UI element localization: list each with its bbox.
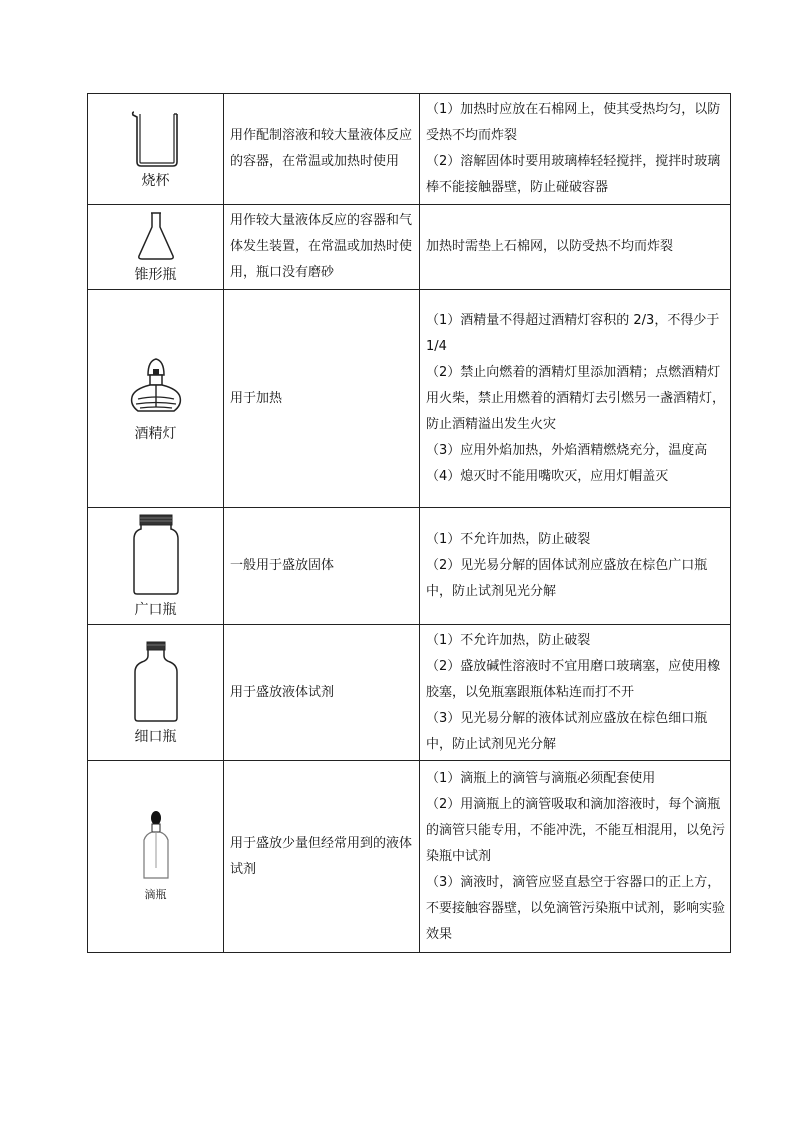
notes-cell [420,625,731,761]
notes-cell [420,290,731,508]
conical-flask-icon [136,210,176,262]
note-line: （2）盛放碱性溶液时不宜用磨口玻璃塞，应使用橡胶塞，以免瓶塞跟瓶体粘连而打不开 [426,658,721,700]
equipment-name: 烧杯 [141,173,170,189]
equipment-name: 酒精灯 [134,425,177,442]
alcohol-lamp-icon [126,355,186,421]
equipment-cell [88,94,224,205]
notes-cell [420,508,731,625]
table-row [88,290,731,508]
notes-cell [420,94,731,205]
equipment-cell [88,205,224,290]
note-line: （3）见光易分解的液体试剂应盛放在棕色细口瓶中，防止试剂见光分解 [426,710,708,752]
note-line: （2）禁止向燃着的酒精灯里添加酒精；点燃酒精灯用火柴，禁止用燃着的酒精灯去引燃另一盏酒精灯，防止酒精溢出发生火灾 [426,364,726,432]
wide-mouth-bottle-icon [130,513,182,597]
narrow-mouth-bottle-icon [132,640,180,724]
note-line: （1）不允许加热，防止破裂 [426,532,591,547]
table-row [88,761,731,953]
note-line: （1）不允许加热，防止破裂 [426,632,591,648]
equipment-name: 锥形瓶 [134,267,177,283]
beaker-icon [128,108,184,168]
note-line: （3）应用外焰加热，外焰酒精燃烧充分，温度高 [426,442,708,458]
note-line: 加热时需垫上石棉网，以防受热不均而炸裂 [426,239,674,254]
note-line: （2）用滴瓶上的滴管吸取和滴加溶液时，每个滴瓶的滴管只能专用，不能冲洗，不能互相混用，以免污染瓶中试剂 [426,796,726,864]
usage-cell: 用于加热 [224,290,420,508]
equipment-name: 细口瓶 [134,728,177,745]
note-line: （1）加热时应放在石棉网上，使其受热均匀，以防受热不均而炸裂 [426,102,721,143]
equipment-cell [88,290,224,508]
note-line: （1）滴瓶上的滴管与滴瓶必须配套使用 [426,770,656,786]
usage-cell: 用于盛放液体试剂 [224,625,420,761]
usage-cell: 用作较大量液体反应的容器和气体发生装置，在常温或加热时使用，瓶口没有磨砂 [224,205,420,290]
equipment-cell [88,625,224,761]
note-line: （3）滴液时，滴管应竖直悬空于容器口的正上方，不要接触容器壁，以免滴管污染瓶中试剂，影响实验效果 [426,874,726,942]
table-row [88,508,731,625]
notes-cell [420,761,731,953]
usage-cell: 一般用于盛放固体 [224,508,420,625]
equipment-name: 广口瓶 [134,602,177,618]
note-line: （1）酒精量不得超过酒精灯容积的 2/3，不得少于 1/4 [426,312,720,354]
table-row [88,94,731,205]
equipment-cell [88,761,224,953]
table-row [88,625,731,761]
note-line: （2）见光易分解的固体试剂应盛放在棕色广口瓶中，防止试剂见光分解 [426,558,708,599]
notes-cell [420,205,731,290]
dropper-bottle-icon [138,810,174,882]
equipment-cell [88,508,224,625]
table-row [88,205,731,290]
usage-cell: 用于盛放少量但经常用到的液体试剂 [224,761,420,953]
note-line: （2）溶解固体时要用玻璃棒轻轻搅拌，搅拌时玻璃棒不能接触器壁，防止碰破容器 [426,154,721,195]
lab-equipment-table [87,93,731,953]
note-line: （4）熄灭时不能用嘴吹灭，应用灯帽盖灭 [426,468,669,484]
usage-cell: 用作配制溶液和较大量液体反应的容器，在常温或加热时使用 [224,94,420,205]
equipment-name: 滴瓶 [144,887,167,901]
